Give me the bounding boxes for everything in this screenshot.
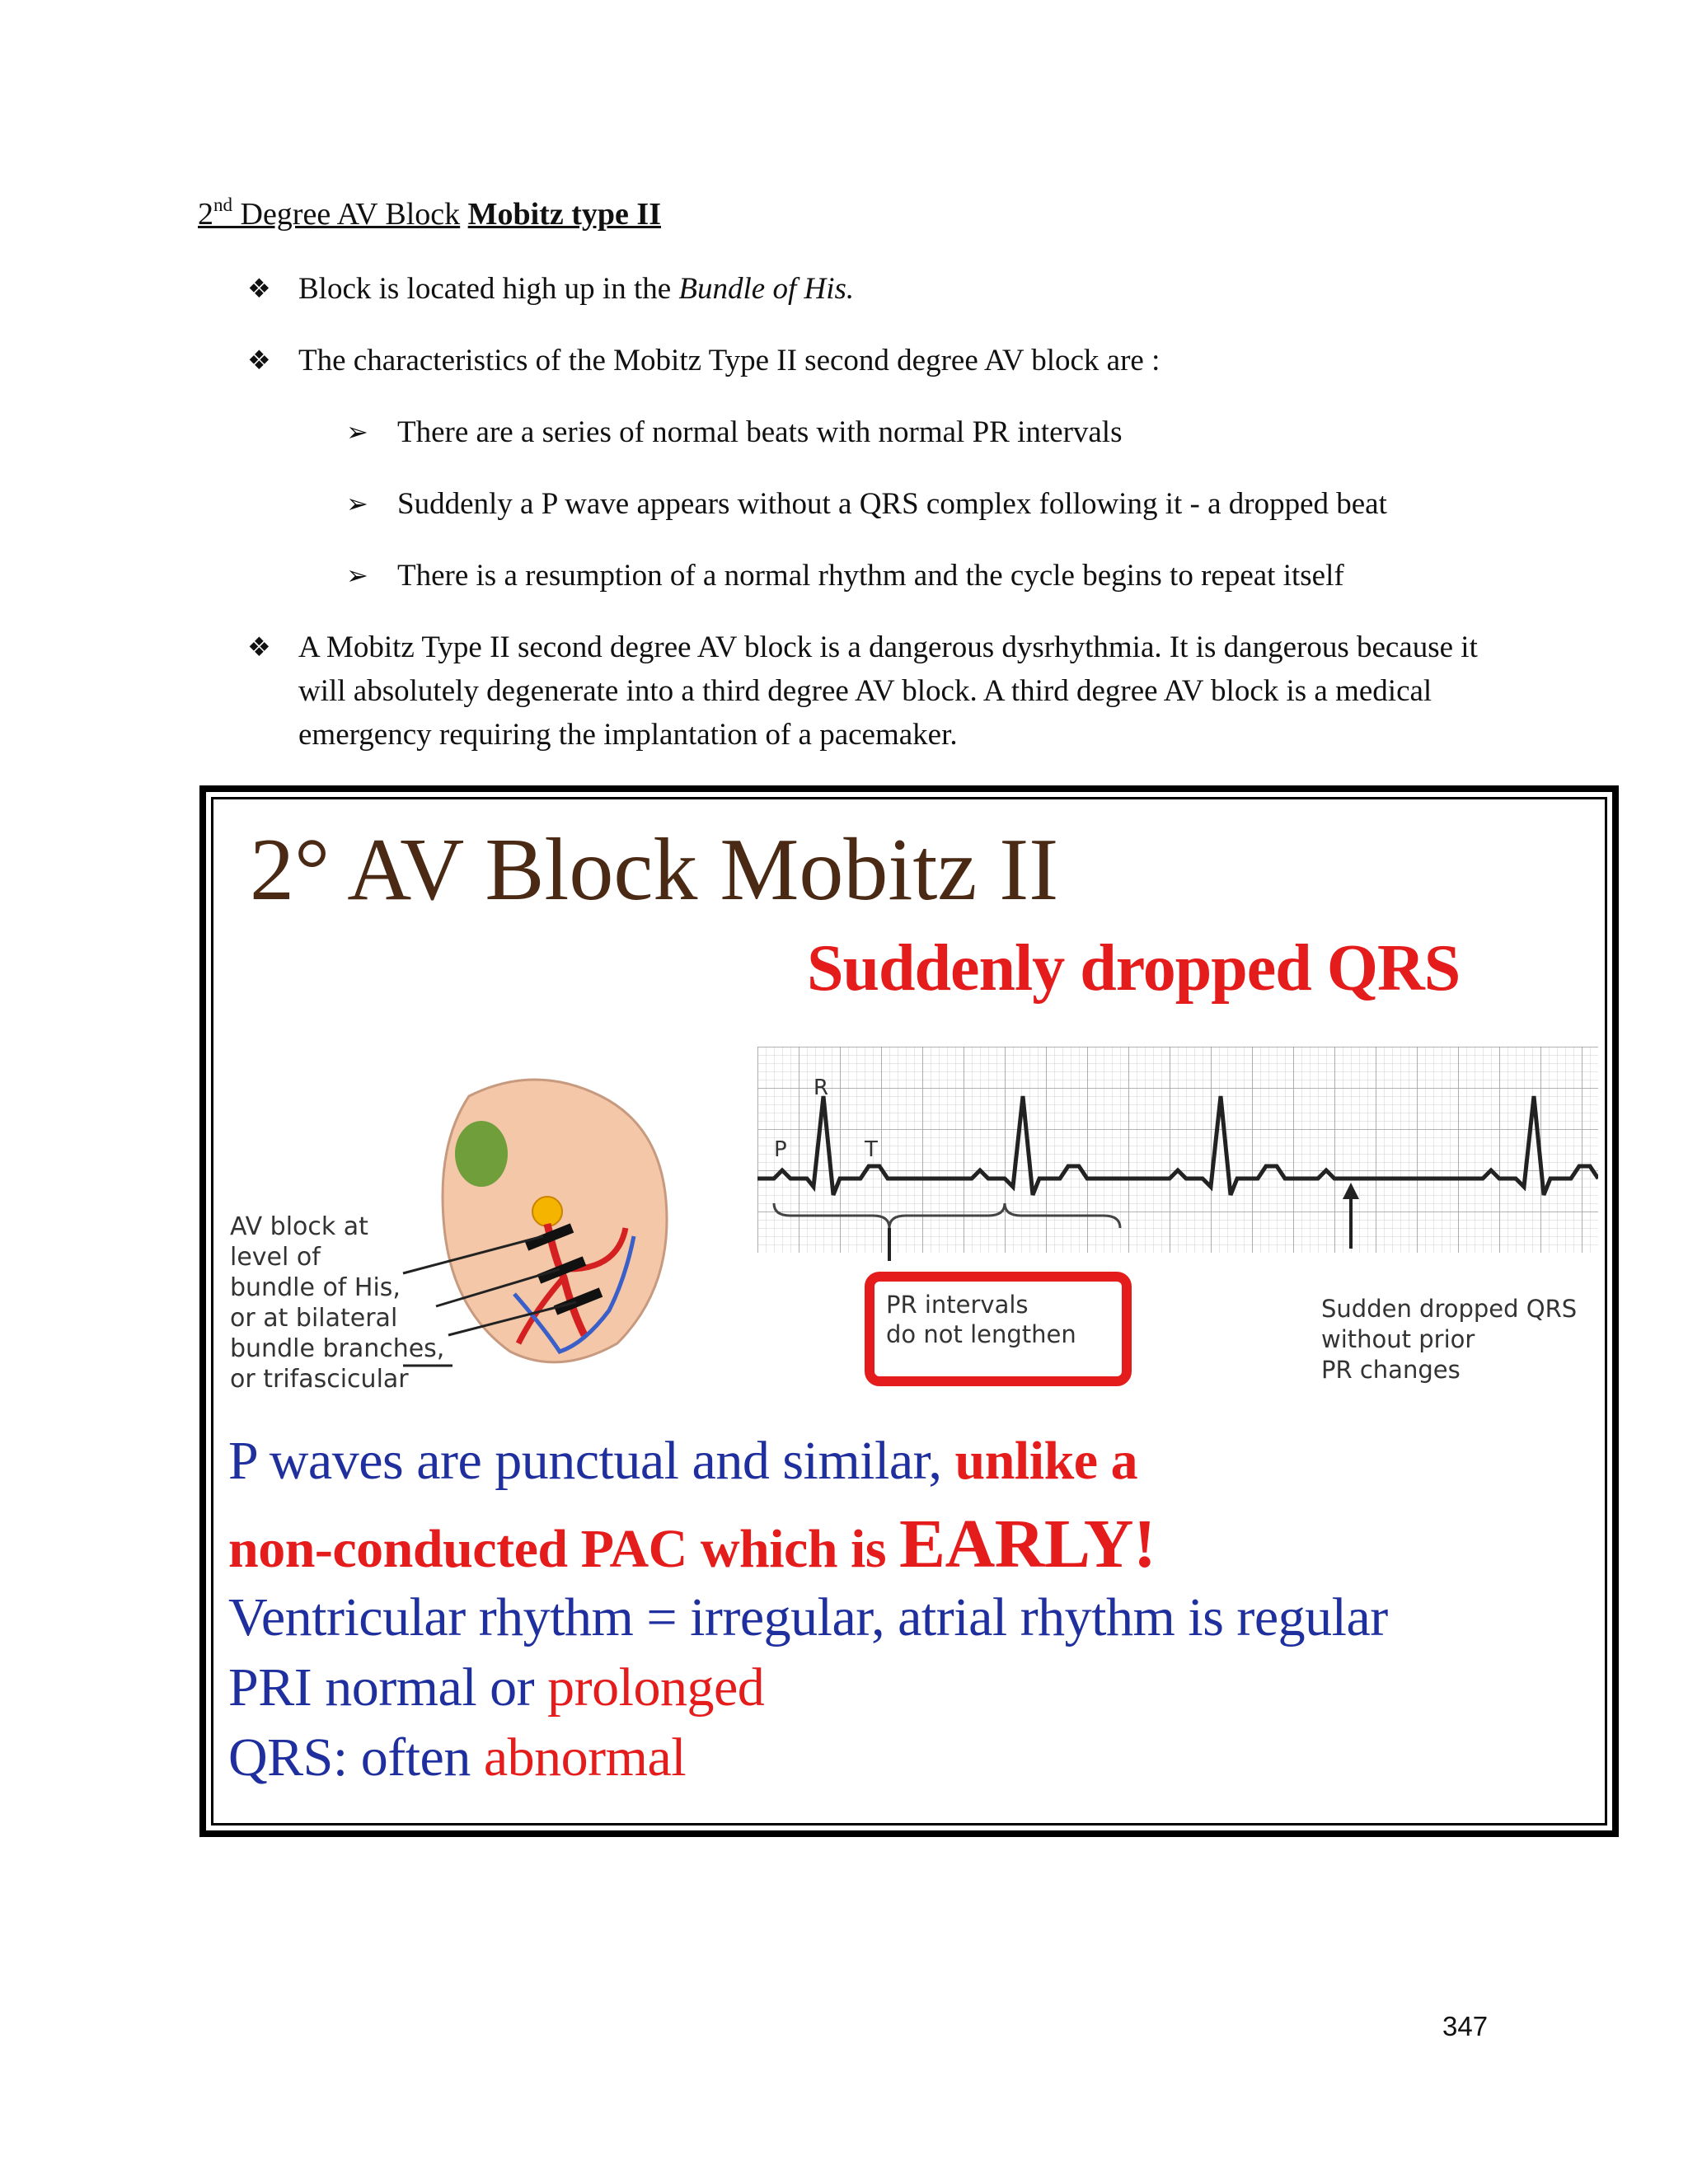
figure-title: 2° AV Block Mobitz II	[250, 821, 1059, 919]
dropped-qrs-line: PR changes	[1321, 1356, 1461, 1384]
arrow-bullet-icon: ➢	[346, 417, 368, 447]
bullet-2-text: The characteristics of the Mobitz Type II second degree AV block are :	[298, 344, 1160, 377]
section-heading	[198, 196, 661, 232]
figure-line-1	[228, 1430, 1137, 1493]
dropped-qrs-line: Sudden dropped QRS	[1321, 1295, 1578, 1323]
ecg-label-r: R	[814, 1076, 829, 1100]
av-block-label	[230, 1212, 444, 1394]
sub-bullet-1-text: There are a series of normal beats with normal PR intervals	[397, 415, 1123, 449]
line-2-early: EARLY!	[899, 1506, 1156, 1582]
av-block-label-line: level of	[230, 1243, 321, 1272]
page-number: 347	[1442, 2011, 1489, 2041]
line-4-blue: PRI normal or	[228, 1657, 548, 1718]
diamond-bullet-icon: ❖	[247, 345, 271, 375]
heading-ordinal: 2	[198, 197, 213, 232]
pr-callout-line: do not lengthen	[886, 1320, 1076, 1348]
bullet-1-italic: Bundle of His.	[678, 272, 855, 306]
pr-intervals-callout	[865, 1272, 1132, 1386]
ecg-label-p: P	[774, 1137, 787, 1162]
figure-line-2	[228, 1504, 1156, 1584]
sub-bullet-2-text: Suddenly a P wave appears without a QRS complex following it - a dropped beat	[397, 487, 1387, 521]
bullet-1-text: Block is located high up in the	[298, 272, 679, 306]
av-block-label-line: bundle of His,	[230, 1273, 401, 1302]
dropped-qrs-label	[1321, 1294, 1577, 1385]
ecg-label-t: T	[865, 1137, 878, 1162]
line-4-red: prolonged	[547, 1657, 765, 1718]
mobitz-figure	[199, 785, 1619, 1837]
figure-line-3: Ventricular rhythm = irregular, atrial rhythm is regular	[228, 1587, 1388, 1647]
line-1-red: unlike a	[954, 1431, 1138, 1491]
line-2-red: non-conducted PAC which is	[228, 1519, 900, 1579]
arrow-bullet-icon: ➢	[346, 560, 368, 590]
figure-subtitle: Suddenly dropped QRS	[807, 932, 1461, 1005]
av-block-label-line: or trifascicular	[230, 1365, 409, 1394]
av-block-label-line: AV block at	[230, 1212, 368, 1241]
figure-line-4	[228, 1657, 764, 1719]
arrow-bullet-icon: ➢	[346, 489, 368, 518]
line-5-blue: QRS: often	[228, 1727, 484, 1788]
dropped-qrs-line: without prior	[1321, 1325, 1475, 1353]
diamond-bullet-icon: ❖	[247, 632, 271, 662]
sub-bullet-3-text: There is a resumption of a normal rhythm and the cycle begins to repeat itself	[397, 559, 1344, 593]
av-block-label-line: or at bilateral	[230, 1304, 398, 1333]
diamond-bullet-icon: ❖	[247, 274, 271, 303]
figure-line-5	[228, 1727, 686, 1789]
av-block-label-line: bundle branches,	[230, 1334, 445, 1363]
heading-bold-text: Mobitz type II	[467, 197, 661, 232]
bullet-3-text: A Mobitz Type II second degree AV block is a dangerous dysrhythmia. It is dangerous because it will absolutely degenerate into a third degree AV block. A third degree AV block is a medical emergency requiring the implantation of a pacemaker.	[298, 630, 1478, 752]
line-1-blue: P waves are punctual and similar,	[228, 1431, 955, 1491]
heading-ordinal-suffix: nd	[213, 194, 232, 215]
line-5-red: abnormal	[483, 1727, 687, 1788]
pr-callout-line: PR intervals	[886, 1291, 1029, 1319]
heading-underlined-text: Degree AV Block	[232, 197, 461, 232]
